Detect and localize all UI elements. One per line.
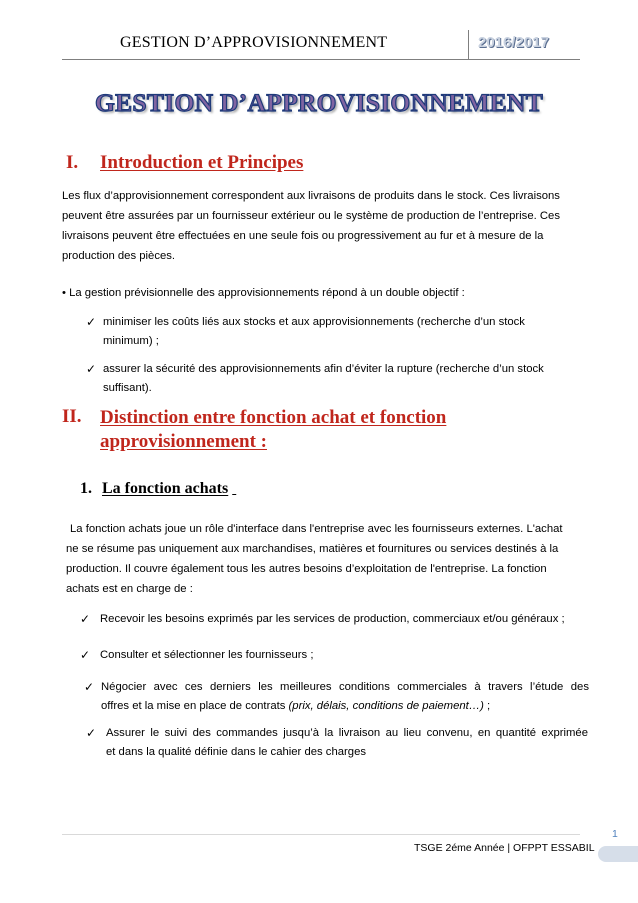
list-item-line: Consulter et sélectionner les fournisseurs ;	[100, 649, 314, 661]
section-2-title-line: Distinction entre fonction achat et fonction	[100, 407, 447, 428]
section-1-paragraph	[62, 186, 582, 266]
page-number: 1	[612, 828, 618, 840]
paragraph-line: achats est en charge de :	[66, 583, 193, 595]
document-title: GESTION D’APPROVISIONNEMENT	[94, 88, 544, 117]
checkmark-icon: ✓	[80, 648, 91, 662]
list-item-line: assurer la sécurité des approvisionnements afin d’éviter la rupture (recherche d’un stock	[103, 363, 544, 375]
section-2-title-line: approvisionnement :	[100, 431, 267, 452]
header-separator	[468, 30, 469, 60]
checkmark-icon: ✓	[80, 612, 91, 626]
section-1-title: Introduction et Principes	[100, 152, 304, 173]
list-item-emphasis: (prix, délais, conditions de paiement…)	[288, 700, 484, 712]
list-item	[86, 360, 586, 400]
subsection-1-paragraph	[66, 519, 586, 599]
section-1-number: I.	[66, 152, 79, 173]
subsection-1-title: La fonction achats	[102, 480, 229, 497]
section-2-number: II.	[62, 406, 82, 427]
list-item	[86, 724, 588, 764]
paragraph-line: production des pièces.	[62, 250, 176, 262]
list-item-line: minimum) ;	[103, 335, 159, 347]
objective-bullet: • La gestion prévisionnelle des approvisionnements répond à un double objectif :	[62, 287, 465, 299]
paragraph-line: production. Il couvre également tous les autres besoins d’exploitation de l'entreprise. La fonction	[66, 563, 547, 575]
running-header-title: GESTION D’APPROVISIONNEMENT	[120, 34, 388, 51]
footer-rule	[62, 834, 580, 835]
list-item	[86, 313, 586, 353]
footer-text: TSGE 2éme Année | OFPPT ESSABIL	[414, 842, 595, 854]
header-rule	[62, 59, 580, 60]
list-item-line: et dans la qualité définie dans le cahier des charges	[106, 746, 366, 758]
checkmark-icon: ✓	[86, 726, 97, 740]
list-item-line: Recevoir les besoins exprimés par les services de production, commerciaux et/ou généraux ;	[100, 613, 565, 625]
list-item	[84, 678, 588, 718]
page-tab-decoration	[598, 846, 638, 862]
paragraph-line: livraisons peuvent être effectuées en une seule fois ou progressivement au fur et à mesure de la	[62, 230, 544, 242]
list-item	[80, 646, 590, 666]
list-item-line: Négocier avec ces derniers les meilleures conditions commerciales à travers l’étude des	[101, 681, 589, 693]
paragraph-line: La fonction achats joue un rôle d'interface dans l'entreprise avec les fournisseurs externes. L'achat	[70, 523, 563, 535]
checkmark-icon: ✓	[86, 315, 97, 329]
header-year: 2016/2017	[478, 34, 549, 51]
paragraph-line: Les flux d’approvisionnement correspondent aux livraisons de produits dans le stock. Ces livraisons	[62, 190, 560, 202]
subsection-1-heading	[80, 480, 236, 498]
list-item-line: Assurer le suivi des commandes jusqu’à la livraison au lieu convenu, en quantité exprimée	[106, 727, 588, 739]
list-item-line	[101, 697, 589, 716]
list-item-text: ;	[483, 700, 491, 712]
section-1-heading	[66, 152, 466, 176]
list-item-text: offres et la mise en place de contrats	[101, 700, 289, 712]
paragraph-line: peuvent être assurées par un fournisseur extérieur ou le système de production de l’entreprise. Ces	[62, 210, 560, 222]
subsection-1-number: 1.	[80, 480, 92, 497]
checkmark-icon: ✓	[84, 680, 95, 694]
list-item-line: minimiser les coûts liés aux stocks et aux approvisionnements (recherche d’un stock	[103, 316, 525, 328]
list-item	[80, 610, 590, 630]
paragraph-line: ne se résume pas uniquement aux marchandises, matières et fournitures ou services destinés à la	[66, 543, 559, 555]
list-item-line: suffisant).	[103, 382, 152, 394]
section-2-heading	[62, 406, 582, 458]
checkmark-icon: ✓	[86, 362, 97, 376]
